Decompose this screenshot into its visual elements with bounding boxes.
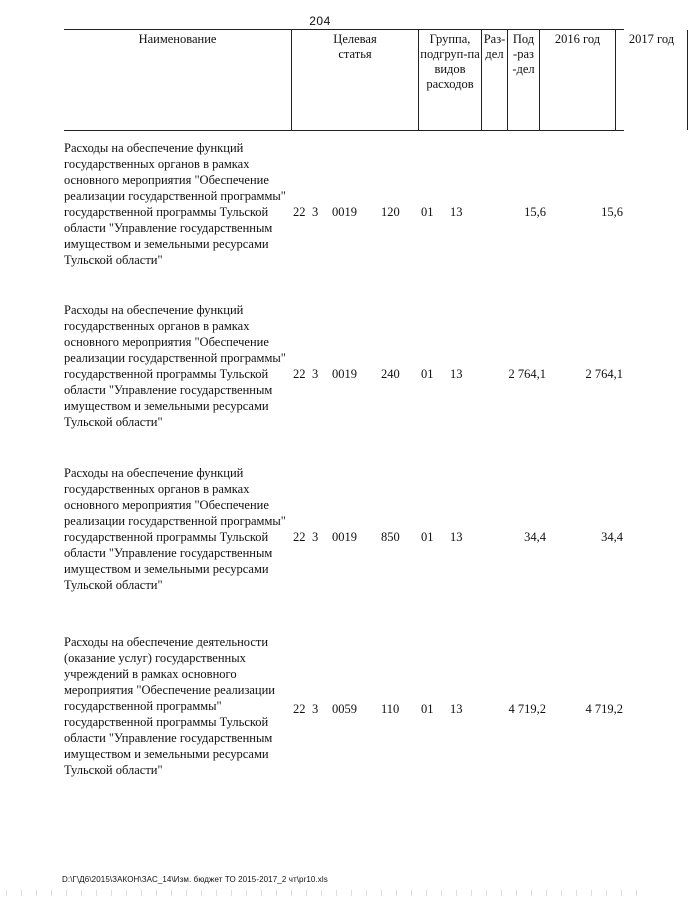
- target-article-part3: 0019: [332, 205, 357, 219]
- header-group-label: Группа, подгруп-па видов расходов: [420, 32, 480, 91]
- row-name: Расходы на обеспечение деятельности (оказание услуг) государственных учреждений в рамках основного мероприятия "Обеспечение реализации государственной программы" государственной программы Тульской области "Управление государственным имуществом и земельными ресурсами Тульской области": [64, 635, 275, 777]
- page-number: 204: [309, 14, 331, 28]
- razdel-code: 01: [421, 530, 434, 544]
- header-razdel: [481, 30, 507, 130]
- row-name: Расходы на обеспечение функций государственных органов в рамках основного мероприятия "Обеспечение реализации государственной программы" государственной программы Тульской области "Управление государственным имуществом и земельными ресурсами Тульской области": [64, 141, 286, 267]
- value-2016: 34,4: [524, 530, 546, 544]
- row-name: Расходы на обеспечение функций государственных органов в рамках основного мероприятия "Обеспечение реализации государственной программы" государственной программы Тульской области "Управление государственным имуществом и земельными ресурсами Тульской области": [64, 466, 286, 592]
- target-article-part3: 0059: [332, 702, 357, 716]
- target-article-part3: 0019: [332, 530, 357, 544]
- header-podrazdel: [507, 30, 539, 130]
- header-target-article-label: Целевая статья: [333, 32, 377, 61]
- value-2017: 2 764,1: [585, 367, 623, 381]
- target-article-part2: 3: [312, 367, 319, 381]
- value-2016: 2 764,1: [508, 367, 546, 381]
- header-podrazdel-label: Под-раз-дел: [512, 32, 535, 76]
- target-article-part1: 22: [293, 205, 306, 219]
- row-name: Расходы на обеспечение функций государственных органов в рамках основного мероприятия "Обеспечение реализации государственной программы" государственной программы Тульской области "Управление государственным имуществом и земельными ресурсами Тульской области": [64, 303, 286, 429]
- header-year-2017: 2017 год: [615, 30, 688, 130]
- target-article-part3: 0019: [332, 367, 357, 381]
- target-article-part2: 3: [312, 702, 319, 716]
- header-group: [418, 30, 481, 130]
- table-row: [0, 302, 640, 462]
- scan-specks: [0, 890, 640, 896]
- header-target-article: [291, 30, 418, 130]
- footer-file-path: D:\Г\Д6\2015\ЗАКОН\ЗАС_14\Изм. бюджет ТО 2015-2017_2 чт\pr10.xls: [62, 875, 328, 884]
- table-row: [0, 140, 640, 300]
- group-code: 110: [381, 702, 400, 716]
- value-2016: 4 719,2: [508, 702, 546, 716]
- header-razdel-label: Раз-дел: [483, 32, 506, 61]
- group-code: 240: [381, 367, 400, 381]
- razdel-code: 01: [421, 702, 434, 716]
- podrazdel-code: 13: [450, 205, 463, 219]
- target-article-part1: 22: [293, 367, 306, 381]
- podrazdel-code: 13: [450, 702, 463, 716]
- table-header: [64, 29, 675, 131]
- group-code: 850: [381, 530, 400, 544]
- target-article-part1: 22: [293, 530, 306, 544]
- header-year-2016: 2016 год: [539, 30, 615, 130]
- value-2017: 34,4: [601, 530, 623, 544]
- podrazdel-code: 13: [450, 530, 463, 544]
- target-article-part1: 22: [293, 702, 306, 716]
- podrazdel-code: 13: [450, 367, 463, 381]
- target-article-part2: 3: [312, 530, 319, 544]
- table-row: [0, 634, 640, 794]
- razdel-code: 01: [421, 205, 434, 219]
- value-2017: 15,6: [601, 205, 623, 219]
- table-row: [0, 465, 640, 625]
- value-2017: 4 719,2: [585, 702, 623, 716]
- group-code: 120: [381, 205, 400, 219]
- value-2016: 15,6: [524, 205, 546, 219]
- razdel-code: 01: [421, 367, 434, 381]
- target-article-part2: 3: [312, 205, 319, 219]
- header-name: Наименование: [138, 32, 217, 46]
